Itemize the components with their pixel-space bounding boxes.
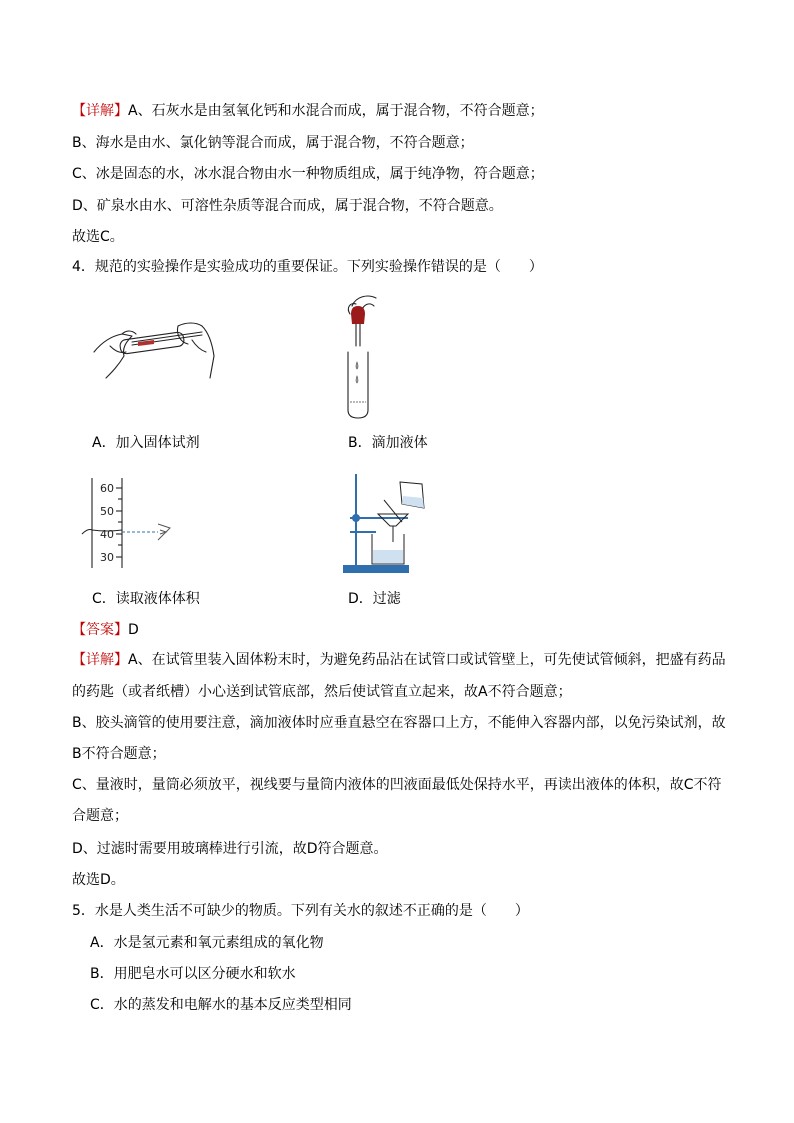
q3-conclusion: 故选C。 <box>72 229 124 245</box>
option-d-label: D．过滤 <box>348 591 401 607</box>
q4-detail-line-1: 【详解】A、在试管里装入固体粉末时，为避免药品沾在试管口或试管壁上，可先使试管倾斜，把盛有药品 <box>72 652 726 668</box>
q5-option-a: A．水是氢元素和氧元素组成的氧化物 <box>90 935 324 951</box>
scale-60: 60 <box>100 482 114 495</box>
q4-stem: 4．规范的实验操作是实验成功的重要保证。下列实验操作错误的是（ ） <box>72 259 543 275</box>
scale-40: 40 <box>100 528 114 541</box>
scale-30: 30 <box>100 551 114 564</box>
option-c-label: C．读取液体体积 <box>92 591 200 607</box>
q4-detail-line-3: B、胶头滴管的使用要注意，滴加液体时应垂直悬空在容器口上方，不能伸入容器内部，以免污染试剂，故 <box>72 715 726 731</box>
scale-50: 50 <box>100 505 114 518</box>
detail-tag: 【详解】 <box>72 103 128 119</box>
option-a-label: A．加入固体试剂 <box>92 435 200 451</box>
q4-detail-line-4: B不符合题意； <box>72 746 166 762</box>
q4-detail-line-2: 的药匙（或者纸槽）小心送到试管底部，然后使试管直立起来，故A不符合题意； <box>72 684 572 700</box>
q5-option-c: C．水的蒸发和电解水的基本反应类型相同 <box>90 997 352 1013</box>
detail-tag: 【详解】 <box>72 652 128 668</box>
q3-detail-line-2: B、海水是由水、氯化钠等混合而成，属于混合物，不符合题意； <box>72 135 474 151</box>
q5-option-b: B．用肥皂水可以区分硬水和软水 <box>90 966 296 982</box>
option-b-label: B．滴加液体 <box>348 435 428 451</box>
graduated-cylinder-icon <box>80 476 180 568</box>
answer-tag: 【答案】 <box>72 622 128 638</box>
q4-conclusion: 故选D。 <box>72 872 125 888</box>
eye-icon <box>158 524 170 540</box>
q5-stem: 5．水是人类生活不可缺少的物质。下列有关水的叙述不正确的是（ ） <box>72 903 529 919</box>
q4-answer <box>72 620 724 640</box>
q4-detail-line-7: D、过滤时需要用玻璃棒进行引流，故D符合题意。 <box>72 841 388 857</box>
answer-value: D <box>128 622 139 638</box>
filtration-stand-icon <box>340 470 436 574</box>
dropper-icon <box>340 292 380 420</box>
q4-detail-line-6: 合题意； <box>72 808 128 824</box>
q3-detail-line-1: 【详解】A、石灰水是由氢氧化钙和水混合而成，属于混合物，不符合题意； <box>72 103 544 119</box>
q3-detail-line-3: C、冰是固态的水，冰水混合物由水一种物质组成，属于纯净物，符合题意； <box>72 166 544 182</box>
q4-detail-line-5: C、量液时，量筒必须放平，视线要与量筒内液体的凹液面最低处保持水平，再读出液体的体积，故C不符 <box>72 777 722 793</box>
test-tube-powder-icon <box>92 316 216 382</box>
q3-detail-line-4: D、矿泉水由水、可溶性杂质等混合而成，属于混合物，不符合题意。 <box>72 198 503 214</box>
